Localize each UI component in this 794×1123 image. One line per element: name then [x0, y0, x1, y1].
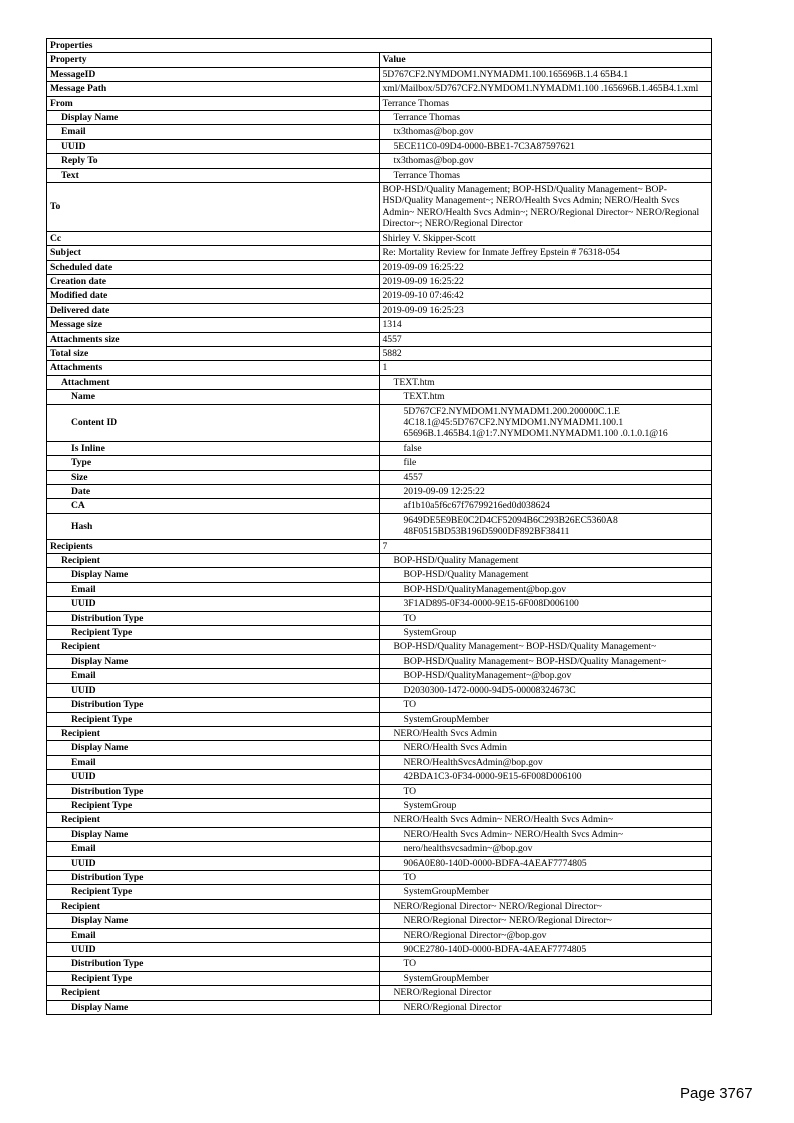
table-row — [47, 513, 712, 539]
property-name: MessageID — [47, 67, 380, 81]
property-name: UUID — [47, 139, 380, 153]
table-row — [47, 669, 712, 683]
table-title: Properties — [47, 39, 712, 53]
property-value: NERO/Health Svcs Admin~ NERO/Health Svcs Admin~ — [379, 813, 712, 827]
table-row — [47, 303, 712, 317]
table-row — [47, 260, 712, 274]
property-name: Recipient Type — [47, 885, 380, 899]
property-name: Display Name — [47, 568, 380, 582]
property-name: Recipients — [47, 539, 380, 553]
property-name: Recipient — [47, 726, 380, 740]
property-value: 4557 — [379, 470, 712, 484]
property-value: 3F1AD895-0F34-0000-9E15-6F008D006100 — [379, 597, 712, 611]
property-value: SystemGroup — [379, 626, 712, 640]
property-value: Terrance Thomas — [379, 168, 712, 182]
property-value: 2019-09-10 07:46:42 — [379, 289, 712, 303]
property-value: 5882 — [379, 346, 712, 360]
table-row — [47, 485, 712, 499]
property-name: To — [47, 183, 380, 232]
table-row — [47, 318, 712, 332]
property-name: Attachments — [47, 361, 380, 375]
property-value: NERO/Regional Director — [379, 986, 712, 1000]
property-value: xml/Mailbox/5D767CF2.NYMDOM1.NYMADM1.100 .165696B.1.465B4.1.xml — [379, 82, 712, 96]
property-value: 7 — [379, 539, 712, 553]
table-row — [47, 582, 712, 596]
table-row — [47, 404, 712, 441]
property-value: 9649DE5E9BE0C2D4CF52094B6C293B26EC5360A8 48F0515BD53B196D5900DF892BF38411 — [379, 513, 712, 539]
table-row — [47, 111, 712, 125]
property-value: false — [379, 441, 712, 455]
table-row — [47, 361, 712, 375]
property-name: Display Name — [47, 914, 380, 928]
property-value: BOP-HSD/Quality Management~ BOP-HSD/Quality Management~ — [379, 654, 712, 668]
properties-table-body — [47, 39, 712, 1015]
table-row — [47, 899, 712, 913]
table-row — [47, 698, 712, 712]
property-name: UUID — [47, 943, 380, 957]
header-value: Value — [379, 53, 712, 67]
property-value: SystemGroup — [379, 798, 712, 812]
table-row — [47, 683, 712, 697]
property-value: 2019-09-09 16:25:23 — [379, 303, 712, 317]
property-name: Email — [47, 669, 380, 683]
property-name: Recipient Type — [47, 971, 380, 985]
property-name: Cc — [47, 231, 380, 245]
table-row — [47, 539, 712, 553]
property-name: From — [47, 96, 380, 110]
property-value: TEXT.htm — [379, 390, 712, 404]
table-row — [47, 611, 712, 625]
property-value: SystemGroupMember — [379, 971, 712, 985]
property-name: Distribution Type — [47, 611, 380, 625]
property-value: Terrance Thomas — [379, 96, 712, 110]
property-name: Display Name — [47, 741, 380, 755]
property-name: Email — [47, 125, 380, 139]
property-value: D2030300-1472-0000-94D5-00008324673C — [379, 683, 712, 697]
property-name: Recipient — [47, 554, 380, 568]
property-name: Size — [47, 470, 380, 484]
property-value: TEXT.htm — [379, 375, 712, 389]
property-value: BOP-HSD/QualityManagement@bop.gov — [379, 582, 712, 596]
property-value: 5ECE11C0-09D4-0000-BBE1-7C3A87597621 — [379, 139, 712, 153]
property-value: nero/healthsvcsadmin~@bop.gov — [379, 842, 712, 856]
property-name: Recipient — [47, 640, 380, 654]
property-value: Terrance Thomas — [379, 111, 712, 125]
table-row — [47, 914, 712, 928]
property-name: Email — [47, 582, 380, 596]
table-row — [47, 231, 712, 245]
property-value: file — [379, 456, 712, 470]
property-value: af1b10a5f6c67f76799216ed0d038624 — [379, 499, 712, 513]
property-name: Hash — [47, 513, 380, 539]
property-value: SystemGroupMember — [379, 712, 712, 726]
table-row — [47, 885, 712, 899]
table-row — [47, 827, 712, 841]
property-value: TO — [379, 611, 712, 625]
property-value: 5D767CF2.NYMDOM1.NYMADM1.100.165696B.1.4 65B4.1 — [379, 67, 712, 81]
property-value: NERO/Regional Director~ NERO/Regional Director~ — [379, 914, 712, 928]
table-row — [47, 640, 712, 654]
property-name: Display Name — [47, 654, 380, 668]
property-value: NERO/Health Svcs Admin~ NERO/Health Svcs Admin~ — [379, 827, 712, 841]
table-row — [47, 441, 712, 455]
table-row — [47, 842, 712, 856]
property-name: UUID — [47, 683, 380, 697]
property-name: Creation date — [47, 274, 380, 288]
table-row — [47, 654, 712, 668]
table-row — [47, 568, 712, 582]
property-value: tx3thomas@bop.gov — [379, 154, 712, 168]
properties-sheet — [46, 38, 712, 1015]
property-value: BOP-HSD/Quality Management — [379, 554, 712, 568]
property-value: 2019-09-09 16:25:22 — [379, 260, 712, 274]
table-row — [47, 183, 712, 232]
property-value: 90CE2780-140D-0000-BDFA-4AEAF7774805 — [379, 943, 712, 957]
table-header-row — [47, 53, 712, 67]
property-name: Distribution Type — [47, 870, 380, 884]
table-row — [47, 554, 712, 568]
table-row — [47, 125, 712, 139]
table-row — [47, 168, 712, 182]
property-name: Message size — [47, 318, 380, 332]
table-title-row — [47, 39, 712, 53]
table-row — [47, 957, 712, 971]
table-row — [47, 870, 712, 884]
property-value: 5D767CF2.NYMDOM1.NYMADM1.200.200000C.1.E 4C18.1@45:5D767CF2.NYMDOM1.NYMADM1.100.1 65696B.1.465B4.1@1:7.NYMDOM1.NYMADM1.100 .0.1.0.1@16 — [379, 404, 712, 441]
property-value: TO — [379, 784, 712, 798]
table-row — [47, 755, 712, 769]
property-value: NERO/Regional Director — [379, 1000, 712, 1014]
table-row — [47, 726, 712, 740]
property-value: TO — [379, 870, 712, 884]
table-row — [47, 712, 712, 726]
table-row — [47, 274, 712, 288]
table-row — [47, 470, 712, 484]
property-name: UUID — [47, 856, 380, 870]
table-row — [47, 289, 712, 303]
property-name: Attachments size — [47, 332, 380, 346]
property-name: Total size — [47, 346, 380, 360]
property-value: NERO/Health Svcs Admin — [379, 741, 712, 755]
table-row — [47, 139, 712, 153]
table-row — [47, 813, 712, 827]
property-name: Attachment — [47, 375, 380, 389]
table-row — [47, 375, 712, 389]
property-value: NERO/Health Svcs Admin — [379, 726, 712, 740]
property-name: Email — [47, 928, 380, 942]
table-row — [47, 626, 712, 640]
property-name: Content ID — [47, 404, 380, 441]
table-row — [47, 856, 712, 870]
page-number: Page 3767 — [680, 1085, 753, 1102]
property-value: 42BDA1C3-0F34-0000-9E15-6F008D006100 — [379, 770, 712, 784]
property-name: Delivered date — [47, 303, 380, 317]
property-name: Recipient — [47, 899, 380, 913]
table-row — [47, 986, 712, 1000]
property-value: BOP-HSD/QualityManagement~@bop.gov — [379, 669, 712, 683]
property-value: Shirley V. Skipper-Scott — [379, 231, 712, 245]
property-value: 2019-09-09 16:25:22 — [379, 274, 712, 288]
property-value: 4557 — [379, 332, 712, 346]
property-name: Subject — [47, 246, 380, 260]
property-name: Scheduled date — [47, 260, 380, 274]
property-value: Re: Mortality Review for Inmate Jeffrey Epstein # 76318-054 — [379, 246, 712, 260]
table-row — [47, 154, 712, 168]
property-name: Name — [47, 390, 380, 404]
property-name: Recipient Type — [47, 798, 380, 812]
table-row — [47, 499, 712, 513]
table-row — [47, 741, 712, 755]
property-value: tx3thomas@bop.gov — [379, 125, 712, 139]
property-value: TO — [379, 957, 712, 971]
table-row — [47, 798, 712, 812]
property-name: UUID — [47, 770, 380, 784]
table-row — [47, 246, 712, 260]
property-value: SystemGroupMember — [379, 885, 712, 899]
property-value: NERO/Regional Director~ NERO/Regional Director~ — [379, 899, 712, 913]
table-row — [47, 67, 712, 81]
property-value: BOP-HSD/Quality Management; BOP-HSD/Quality Management~ BOP-HSD/Quality Management~; NERO/Health Svcs Admin; NERO/Health Svcs Admin~ NERO/Health Svcs Admin~; NERO/Regional Director~ NERO/Regional Director~; NERO/Regional Director — [379, 183, 712, 232]
property-name: Text — [47, 168, 380, 182]
table-row — [47, 770, 712, 784]
property-name: Recipient Type — [47, 626, 380, 640]
properties-table — [46, 38, 712, 1015]
property-name: Message Path — [47, 82, 380, 96]
property-value: NERO/HealthSvcsAdmin@bop.gov — [379, 755, 712, 769]
property-name: CA — [47, 499, 380, 513]
property-name: Display Name — [47, 827, 380, 841]
property-name: Recipient — [47, 986, 380, 1000]
property-value: BOP-HSD/Quality Management~ BOP-HSD/Quality Management~ — [379, 640, 712, 654]
property-name: Distribution Type — [47, 957, 380, 971]
property-name: Type — [47, 456, 380, 470]
table-row — [47, 597, 712, 611]
property-value: TO — [379, 698, 712, 712]
table-row — [47, 390, 712, 404]
property-value: BOP-HSD/Quality Management — [379, 568, 712, 582]
property-name: Email — [47, 755, 380, 769]
table-row — [47, 971, 712, 985]
property-value: 906A0E80-140D-0000-BDFA-4AEAF7774805 — [379, 856, 712, 870]
property-name: Distribution Type — [47, 784, 380, 798]
table-row — [47, 332, 712, 346]
property-name: Email — [47, 842, 380, 856]
property-name: UUID — [47, 597, 380, 611]
property-name: Modified date — [47, 289, 380, 303]
header-property: Property — [47, 53, 380, 67]
property-name: Recipient — [47, 813, 380, 827]
table-row — [47, 1000, 712, 1014]
table-row — [47, 928, 712, 942]
table-row — [47, 96, 712, 110]
table-row — [47, 82, 712, 96]
property-name: Is Inline — [47, 441, 380, 455]
table-row — [47, 346, 712, 360]
property-name: Display Name — [47, 1000, 380, 1014]
property-name: Display Name — [47, 111, 380, 125]
table-row — [47, 456, 712, 470]
property-name: Date — [47, 485, 380, 499]
table-row — [47, 943, 712, 957]
table-row — [47, 784, 712, 798]
property-name: Distribution Type — [47, 698, 380, 712]
property-value: 2019-09-09 12:25:22 — [379, 485, 712, 499]
property-value: 1314 — [379, 318, 712, 332]
property-name: Reply To — [47, 154, 380, 168]
property-value: 1 — [379, 361, 712, 375]
property-value: NERO/Regional Director~@bop.gov — [379, 928, 712, 942]
property-name: Recipient Type — [47, 712, 380, 726]
